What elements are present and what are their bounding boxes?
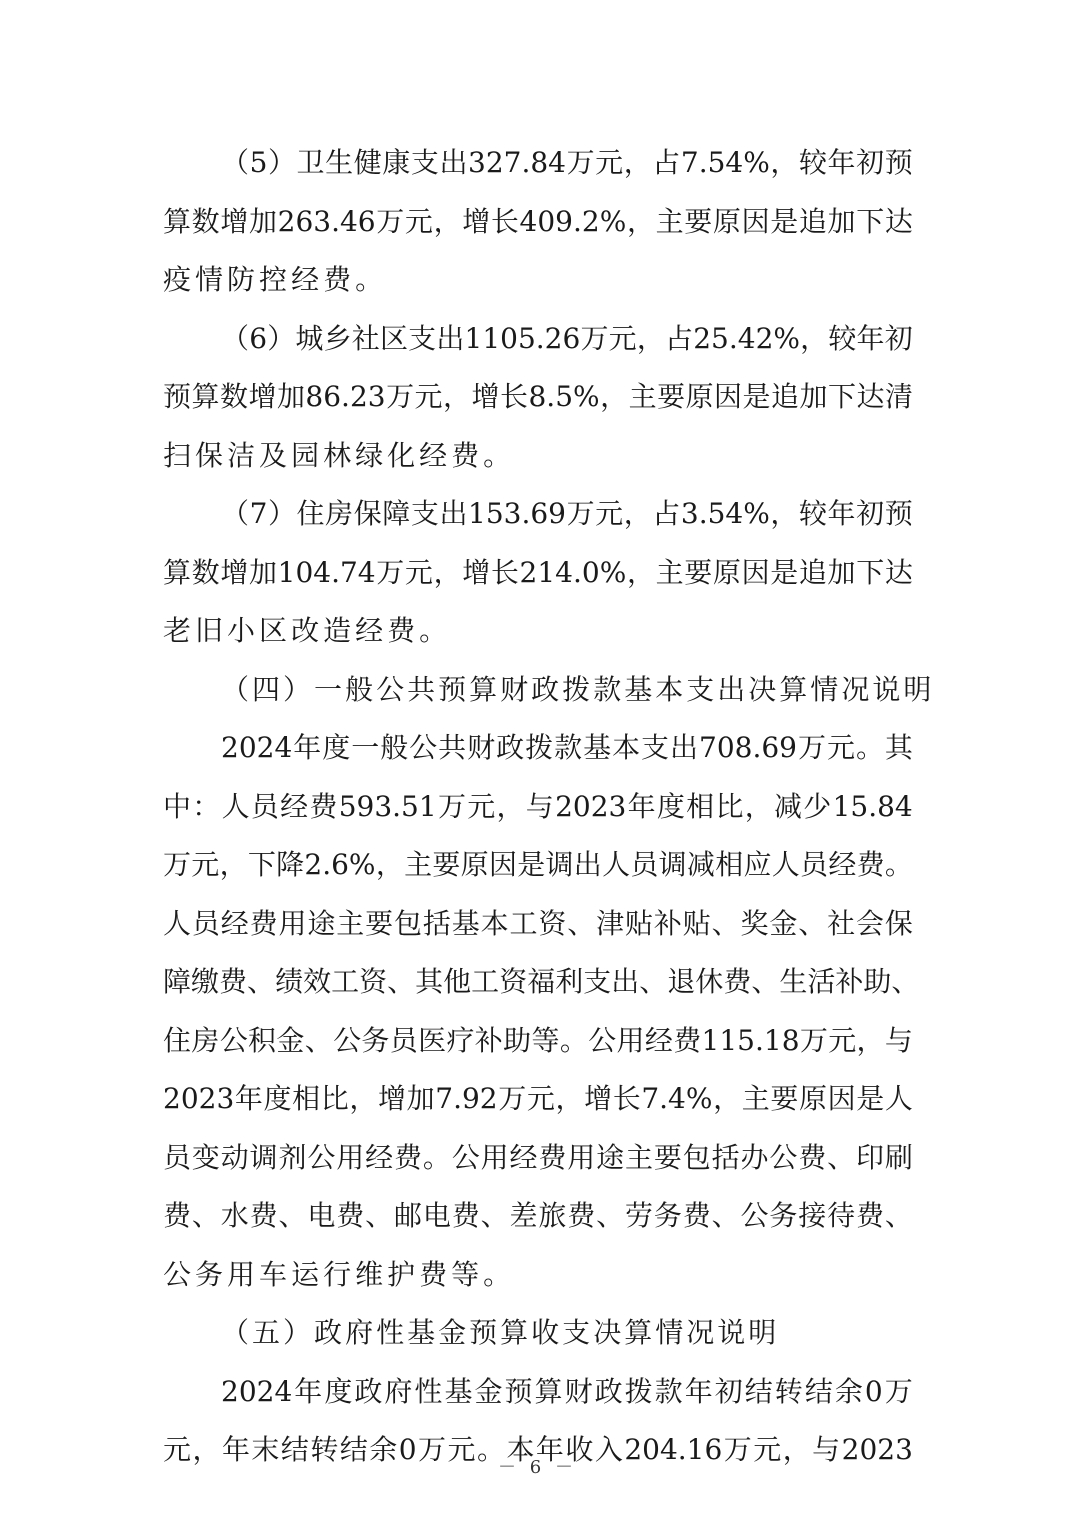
text-line: 住 房 公 积 金 、 公 务 员 医 疗 补 助 等 。 公 用 经 费 115.18 万 元 ， 与 <box>163 1023 913 1057</box>
section-heading: （ 五 ） 政 府 性 基 金 预 算 收 支 决 算 情 况 说 明 <box>221 1316 777 1349</box>
text-line: 人 员 经 费 用 途 主 要 包 括 基 本 工 资 、 津 贴 补 贴 、 奖 金 、 社 会 保 <box>163 906 913 940</box>
text-line: （ 6 ） 城 乡 社 区 支 出 1105.26 万 元 ， 占 25.42% ， 较 年 初 <box>221 321 913 355</box>
text-line: 2023 年 度 相 比 ， 增 加 7.92 万 元 ， 增 长 7.4% ， 主 要 原 因 是 人 <box>163 1082 913 1115</box>
text-line: 老 旧 小 区 改 造 经 费 。 <box>163 614 448 647</box>
text-line: （ 7 ） 住 房 保 障 支 出 153.69 万 元 ， 占 3.54% ， 较 年 初 预 <box>221 497 913 530</box>
text-line: 预 算 数 增 加 86.23 万 元 ， 增 长 8.5% ， 主 要 原 因 是 追 加 下 达 清 <box>163 380 913 413</box>
text-line: 疫 情 防 控 经 费 。 <box>163 263 384 296</box>
text-line: 万 元 ， 下 降 2.6% ， 主 要 原 因 是 调 出 人 员 调 减 相 应 人 员 经 费 。 <box>163 848 913 881</box>
text-line: 2024 年 度 一 般 公 共 财 政 拨 款 基 本 支 出 708.69 万 元 。 其 <box>221 731 913 764</box>
page-number: － 6 － <box>498 1457 577 1478</box>
text-line: 障 缴 费 、 绩 效 工 资 、 其 他 工 资 福 利 支 出 、 退 休 费 、 生 活 补 助 、 <box>163 965 920 998</box>
section-heading: （ 四 ） 一 般 公 共 预 算 财 政 拨 款 基 本 支 出 决 算 情 况 说 明 <box>221 672 932 706</box>
text-line: 算 数 增 加 104.74 万 元 ， 增 长 214.0% ， 主 要 原 因 是 追 加 下 达 <box>163 555 913 589</box>
text-line: 扫 保 洁 及 园 林 绿 化 经 费 。 <box>163 438 512 472</box>
text-line: 费 、 水 费 、 电 费 、 邮 电 费 、 差 旅 费 、 劳 务 费 、 公 务 接 待 费 、 <box>163 1199 913 1232</box>
text-line: 中 ： 人 员 经 费 593.51 万 元 ， 与 2023 年 度 相 比 ， 减 少 15.84 <box>163 789 913 823</box>
text-line: 公 务 用 车 运 行 维 护 费 等 。 <box>163 1257 512 1291</box>
text-line: 员 变 动 调 剂 公 用 经 费 。 公 用 经 费 用 途 主 要 包 括 办 公 费 、 印 刷 <box>163 1140 913 1174</box>
text-line: （ 5 ） 卫 生 健 康 支 出 327.84 万 元 ， 占 7.54% ， 较 年 初 预 <box>221 146 913 179</box>
document-body <box>163 134 932 1480</box>
text-line: 元 ， 年 末 结 转 结 余 0 万 元 。 本 年 收 入 204.16 万 元 ， 与 2023 <box>163 1433 913 1466</box>
text-line: 算 数 增 加 263.46 万 元 ， 增 长 409.2% ， 主 要 原 因 是 追 加 下 达 <box>163 204 913 238</box>
text-line: 2024 年 度 政 府 性 基 金 预 算 财 政 拨 款 年 初 结 转 结 余 0 万 <box>221 1374 913 1408</box>
